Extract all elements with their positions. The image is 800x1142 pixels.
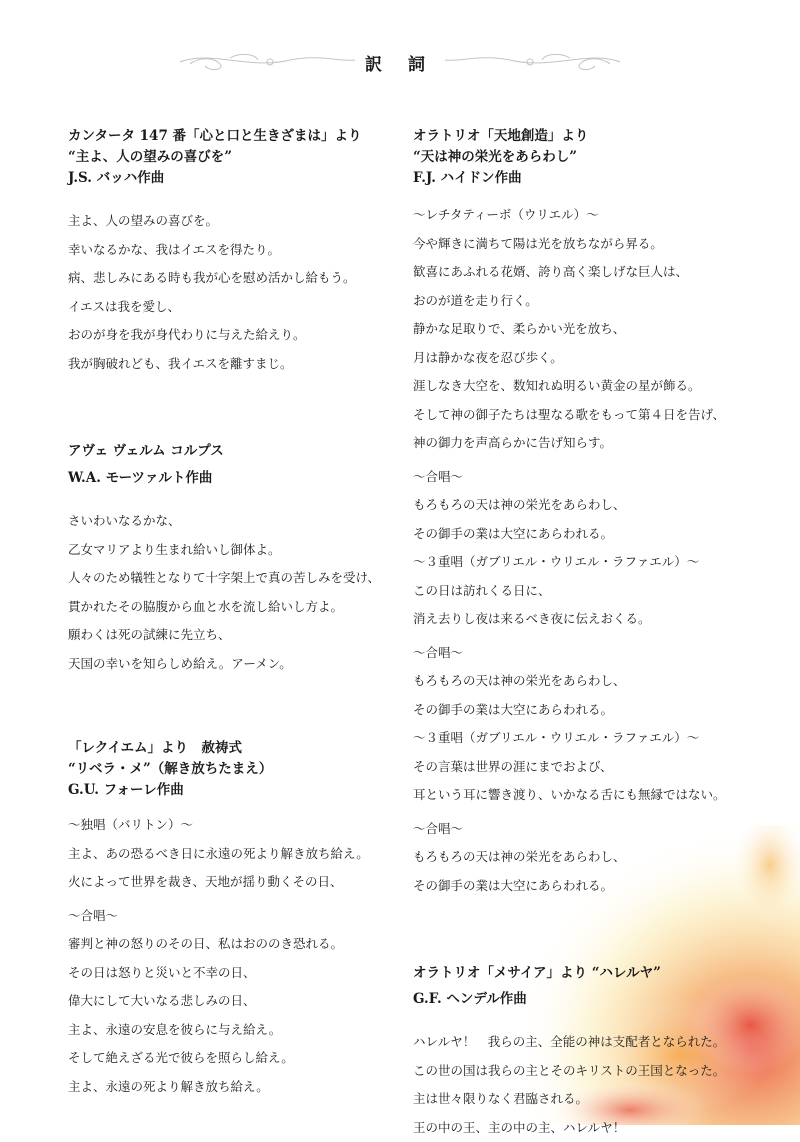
lyric-line: 神の御力を声高らかに告げ知らす。: [413, 429, 778, 458]
lyric-line: 王の中の王、主の中の主、ハレルヤ！: [413, 1114, 778, 1142]
lyric-line: 主よ、永遠の安息を彼らに与え給え。: [68, 1016, 433, 1045]
piece-title: アヴェ ヴェルム コルプス: [68, 441, 433, 462]
section-marker: 〜合唱〜: [68, 902, 433, 931]
lyrics: [68, 811, 433, 1101]
lyric-line: 幸いなるかな、我はイエスを得たり。: [68, 236, 433, 265]
section-marker: 〜３重唱（ガブリエル・ウリエル・ラファエル）〜: [413, 548, 778, 577]
right-column: [413, 126, 778, 1142]
piece-mozart: [68, 441, 433, 678]
lyric-line: 病、悲しみにある時も我が心を慰め活かし給もう。: [68, 264, 433, 293]
lyric-line: 審判と神の怒りのその日、私はおののき恐れる。: [68, 930, 433, 959]
lyric-line: さいわいなるかな、: [68, 507, 433, 536]
section-marker: 〜独唱（バリトン）〜: [68, 811, 433, 840]
piece-composer: F.J. ハイドン作曲: [413, 168, 778, 189]
piece-subtitle: “主よ、人の望みの喜びを”: [68, 147, 433, 168]
section-marker: 〜合唱〜: [413, 639, 778, 668]
lyric-line: 今や輝きに満ちて陽は光を放ちながら昇る。: [413, 230, 778, 259]
lyric-line: 乙女マリアより生まれ給いし御体よ。: [68, 536, 433, 565]
piece-subtitle: “リベラ・メ”（解き放ちたまえ）: [68, 759, 433, 780]
lyric-line: その御手の業は大空にあらわれる。: [413, 520, 778, 549]
piece-header: [68, 441, 433, 489]
section-marker: 〜３重唱（ガブリエル・ウリエル・ラファエル）〜: [413, 724, 778, 753]
piece-bach: [68, 126, 433, 378]
lyric-line: 主よ、人の望みの喜びを。: [68, 207, 433, 236]
lyric-line: ハレルヤ！ 我らの主、全能の神は支配者となられた。: [413, 1028, 778, 1057]
lyrics: [68, 507, 433, 678]
section-marker: 〜合唱〜: [413, 463, 778, 492]
section-marker: 〜レチタティーボ（ウリエル）〜: [413, 201, 778, 230]
lyric-line: 我が胸破れども、我イエスを離すまじ。: [68, 350, 433, 379]
lyric-line: 天国の幸いを知らしめ給え。アーメン。: [68, 650, 433, 679]
lyric-line: 火によって世界を裁き、天地が揺り動くその日、: [68, 868, 433, 897]
piece-title: オラトリオ「天地創造」より: [413, 126, 778, 147]
piece-composer: G.F. ヘンデル作曲: [413, 989, 778, 1010]
lyric-line: 主よ、永遠の死より解き放ち給え。: [68, 1073, 433, 1102]
lyric-line: この日は訪れくる日に、: [413, 577, 778, 606]
piece-title: オラトリオ「メサイア」より “ハレルヤ”: [413, 963, 778, 984]
piece-header: [68, 126, 433, 189]
piece-composer: J.S. バッハ作曲: [68, 168, 433, 189]
piece-header: [413, 963, 778, 1010]
lyric-line: 耳という耳に響き渡り、いかなる舌にも無縁ではない。: [413, 781, 778, 810]
lyric-line: その御手の業は大空にあらわれる。: [413, 696, 778, 725]
lyric-line: おのが身を我が身代わりに与えた給えり。: [68, 321, 433, 350]
lyric-line: 月は静かな夜を忍び歩く。: [413, 344, 778, 373]
lyric-line: もろもろの天は神の栄光をあらわし、: [413, 843, 778, 872]
lyric-line: その日は怒りと災いと不幸の日、: [68, 959, 433, 988]
piece-header: [413, 126, 778, 189]
piece-subtitle: “天は神の栄光をあらわし”: [413, 147, 778, 168]
lyric-line: その御手の業は大空にあらわれる。: [413, 872, 778, 901]
lyrics: [68, 207, 433, 378]
lyric-line: 涯しなき大空を、数知れぬ明るい黄金の星が飾る。: [413, 372, 778, 401]
piece-header: [68, 738, 433, 801]
lyric-line: 消え去りし夜は来るべき夜に伝えおくる。: [413, 605, 778, 634]
lyric-line: おのが道を走り行く。: [413, 287, 778, 316]
piece-haydn: [413, 126, 778, 900]
lyrics: [413, 201, 778, 900]
piece-faure: [68, 738, 433, 1101]
piece-handel: [413, 963, 778, 1142]
lyric-line: 貫かれたその脇腹から血と水を流し給いし方よ。: [68, 593, 433, 622]
lyric-line: 願わくは死の試練に先立ち、: [68, 621, 433, 650]
lyric-line: この世の国は我らの主とそのキリストの王国となった。: [413, 1057, 778, 1086]
page-title: 訳 詞: [0, 50, 800, 75]
lyric-line: もろもろの天は神の栄光をあらわし、: [413, 491, 778, 520]
piece-composer: G.U. フォーレ作曲: [68, 780, 433, 801]
lyric-line: 主は世々限りなく君臨される。: [413, 1085, 778, 1114]
lyric-line: 歓喜にあふれる花婿、誇り高く楽しげな巨人は、: [413, 258, 778, 287]
lyric-line: そして絶えざる光で彼らを照らし給え。: [68, 1044, 433, 1073]
lyric-line: その言葉は世界の涯にまでおよび、: [413, 753, 778, 782]
lyric-line: そして神の御子たちは聖なる歌をもって第４日を告げ、: [413, 401, 778, 430]
lyric-line: 主よ、あの恐るべき日に永遠の死より解き放ち給え。: [68, 840, 433, 869]
lyric-line: もろもろの天は神の栄光をあらわし、: [413, 667, 778, 696]
piece-composer: W.A. モーツァルト作曲: [68, 468, 433, 489]
piece-title: 「レクイエム」より 赦祷式: [68, 738, 433, 759]
piece-title: カンタータ 147 番「心と口と生きざまは」より: [68, 126, 433, 147]
lyric-line: 人々のため犠牲となりて十字架上で真の苦しみを受け、: [68, 564, 433, 593]
section-marker: 〜合唱〜: [413, 815, 778, 844]
lyric-line: イエスは我を愛し、: [68, 293, 433, 322]
lyric-line: 静かな足取りで、柔らかい光を放ち、: [413, 315, 778, 344]
left-column: [68, 126, 433, 1101]
lyric-line: 偉大にして大いなる悲しみの日、: [68, 987, 433, 1016]
